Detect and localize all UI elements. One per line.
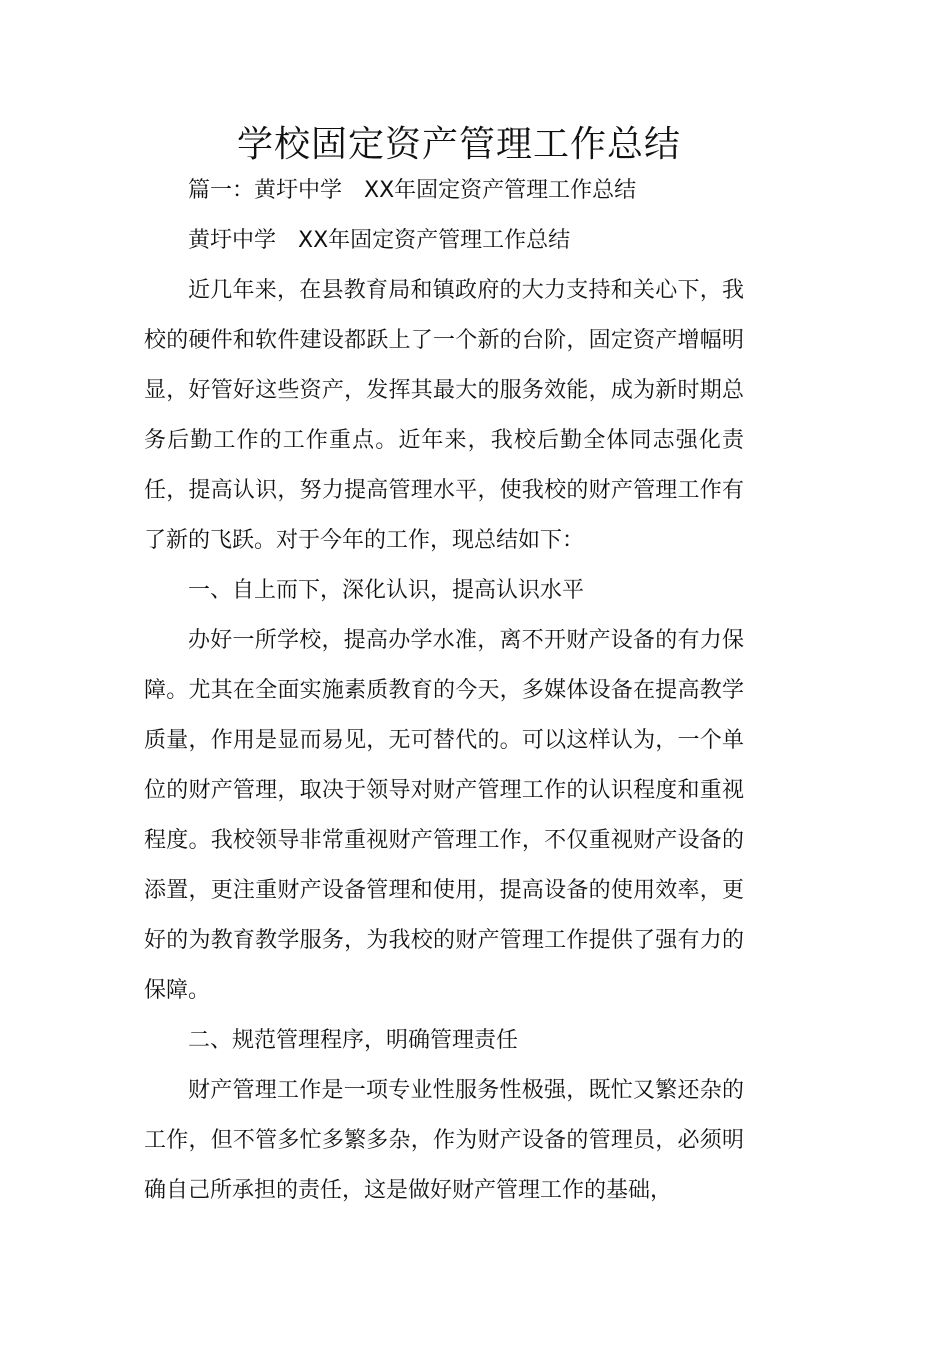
section-heading-2: 二、规范管理程序，明确管理责任: [188, 1028, 519, 1053]
subtitle-paragraph: 篇一：黄圩中学 XX年固定资产管理工作总结: [188, 178, 637, 203]
section-2-paragraph: 财产管理工作是一项专业性服务性极强，既忙又繁还杂的工作，但不管多忙多繁多杂，作为财产设备的管理员，必须明确自己所承担的责任，这是做好财产管理工作的基础，: [144, 1078, 744, 1203]
heading-paragraph: 黄圩中学 XX年固定资产管理工作总结: [188, 228, 571, 253]
intro-paragraph: 近几年来，在县教育局和镇政府的大力支持和关心下，我校的硬件和软件建设都跃上了一个新的台阶，固定资产增幅明显，好管好这些资产，发挥其最大的服务效能，成为新时期总务后勤工作的工作重点。近年来，我校后勤全体同志强化责任，提高认识，努力提高管理水平，使我校的财产管理工作有了新的飞跃。对于今年的工作，现总结如下：: [144, 278, 744, 553]
document-body: [144, 166, 744, 1216]
document-title: 学校固定资产管理工作总结: [236, 124, 681, 165]
section-heading-1: 一、自上而下，深化认识，提高认识水平: [188, 578, 585, 603]
section-1-paragraph: 办好一所学校，提高办学水准，离不开财产设备的有力保障。尤其在全面实施素质教育的今天，多媒体设备在提高教学质量，作用是显而易见，无可替代的。可以这样认为，一个单位的财产管理，取决于领导对财产管理工作的认识程度和重视程度。我校领导非常重视财产管理工作，不仅重视财产设备的添置，更注重财产设备管理和使用，提高设备的使用效率，更好的为教育教学服务，为我校的财产管理工作提供了强有力的保障。: [144, 628, 744, 1003]
